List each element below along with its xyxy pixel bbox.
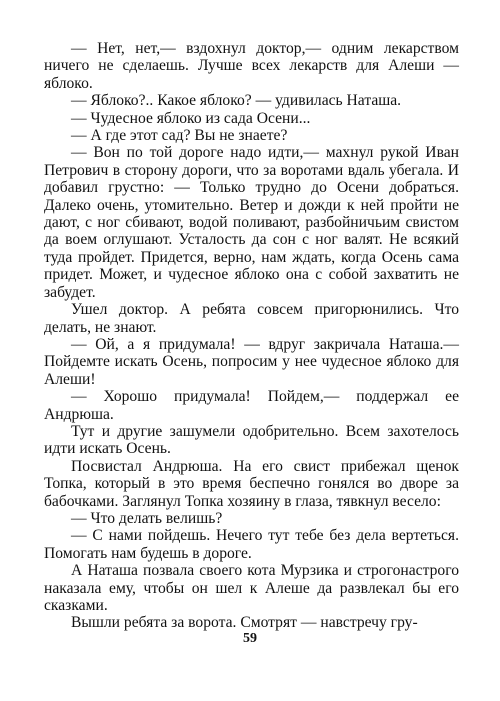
paragraph: — Чудесное яблоко из сада Осени...: [71, 109, 311, 127]
paragraph: — Хорошо придумала! Пойдем,— поддержал ее Андрюша.: [44, 388, 459, 423]
paragraph: — А где этот сад? Вы не знаете?: [71, 127, 288, 145]
paragraph: — Нет, нет,— вздохнул доктор,— одним лекарством ничего не сделаешь. Лучше всех лекарств для Алеши — яблоко.: [44, 40, 459, 92]
paragraph: Посвистал Андрюша. На его свист прибежал щенок Топка, который в это время беспечно гонялся во дворе за бабочками. Заглянул Топка хозяину в глаза, тявкнул весело:: [44, 457, 459, 510]
paragraph: А Наташа позвала своего кота Мурзика и строгонастрого наказала ему, чтобы он шел к Алеше да развлекал бы его сказками.: [44, 562, 459, 614]
page-number: 59: [243, 631, 257, 646]
paragraph: Ушел доктор. А ребята совсем пригорюнились. Что делать, не знают.: [44, 301, 459, 336]
paragraph: — Вон по той дороге надо идти,— махнул рукой Иван Петрович в сторону дороги, что за воротами вдаль убегала. И добавил грустно: — Только трудно до Осени добраться. Далеко очень, утомительно. Ветер и дожди к ней пройти не дают, с ног сбивают, водой поливают, разбойничьим свистом да воем оглушают. Усталость да сон с ног валят. Не всякий туда пройдет. Придется, верно, нам ждать, когда Осень сама придет. Может, и чудесное яблоко она с собой захватить не забудет.: [44, 144, 459, 301]
paragraph: — Ой, а я придумала! — вдруг закричала Наташа.— Пойдемте искать Осень, попросим у нее чудесное яблоко для Алеши!: [44, 335, 459, 388]
paragraph: Тут и другие зашумели одобрительно. Всем захотелось идти искать Осень.: [44, 422, 459, 458]
paragraph: Вышли ребята за ворота. Смотрят — навстречу гру-: [71, 614, 418, 632]
paragraph: — С нами пойдешь. Нечего тут тебе без дела вертеться. Помогать нам будешь в дороге.: [44, 527, 459, 562]
paragraph: — Что делать велишь?: [71, 509, 223, 527]
page-body: [44, 40, 459, 632]
paragraph: — Яблоко?.. Какое яблоко? — удивилась Наташа.: [71, 92, 402, 110]
